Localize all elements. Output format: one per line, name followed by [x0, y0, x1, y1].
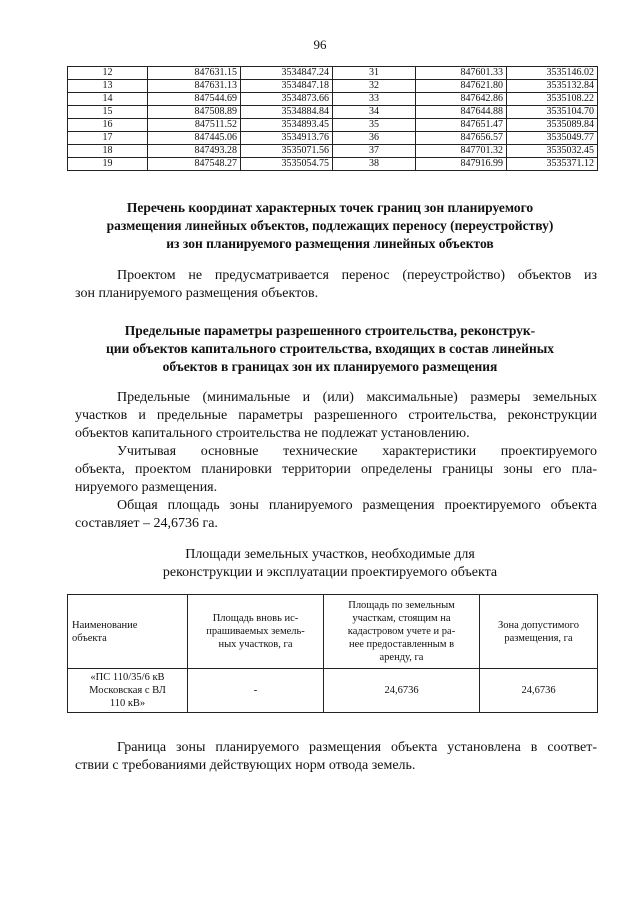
caption-line: реконструкции и эксплуатации проектируемого объекта	[162, 565, 498, 580]
paragraph-line: Граница зоны планируемого размещения объекта установлена в соответ-	[117, 740, 597, 755]
cell-y-coordinate: 3535104.70	[507, 106, 598, 119]
cell-point-number: 38	[333, 158, 416, 171]
cell-x-coordinate: 847493.28	[148, 145, 241, 158]
table-row	[68, 67, 598, 80]
cell-y-coordinate: 3534847.24	[241, 67, 333, 80]
heading-line: объектов в границах зон их планируемого размещения	[162, 359, 498, 374]
paragraph-line: Общая площадь зоны планируемого размещения проектируемого объекта	[117, 498, 597, 513]
cell-y-coordinate: 3535089.84	[507, 119, 598, 132]
cell-point-number: 18	[68, 145, 148, 158]
cell-y-coordinate: 3535054.75	[241, 158, 333, 171]
table-caption	[140, 546, 520, 582]
cell-x-coordinate: 847651.47	[416, 119, 507, 132]
header-zone-area	[480, 595, 598, 669]
header-text: кадастровом учете и ра-	[347, 626, 456, 637]
cell-y-coordinate: 3534847.18	[241, 80, 333, 93]
header-text: размещения, га	[504, 632, 573, 644]
cell-y-coordinate: 3535146.02	[507, 67, 598, 80]
cell-x-coordinate: 847601.33	[416, 67, 507, 80]
cell-point-number: 32	[333, 80, 416, 93]
cell-point-number: 13	[68, 80, 148, 93]
cell-point-number: 17	[68, 132, 148, 145]
paragraph-line: Учитывая основные технические характеристики проектируемого	[117, 444, 597, 459]
cell-text: Московская с ВЛ	[89, 685, 166, 696]
header-text: Площадь вновь ис-	[212, 613, 299, 624]
paragraph-no-relocation	[75, 267, 597, 303]
cell-x-coordinate: 847508.89	[148, 106, 241, 119]
cell-x-coordinate: 847644.88	[416, 106, 507, 119]
land-areas-table	[67, 594, 598, 713]
heading-coordinates-list	[60, 199, 600, 253]
paragraph-zone-boundary	[75, 739, 597, 775]
cell-point-number: 34	[333, 106, 416, 119]
coordinates-table-body	[68, 67, 598, 171]
table-header-row	[68, 595, 598, 669]
header-text: ных участков, га	[218, 639, 293, 650]
heading-line: Предельные параметры разрешенного строительства, реконструк-	[124, 323, 536, 338]
paragraph-line: нируемого размещения.	[75, 480, 218, 495]
header-text: Площадь по земельным	[348, 600, 455, 611]
cell-y-coordinate: 3535032.45	[507, 145, 598, 158]
cell-cadastral-area: 24,6736	[324, 669, 480, 713]
paragraph-line: Проектом не предусматривается перенос (переустройство) объектов из	[117, 268, 597, 283]
cell-point-number: 31	[333, 67, 416, 80]
caption-line: Площади земельных участков, необходимые для	[185, 547, 475, 562]
paragraph-line: участков и предельные параметры разрешенного строительства, реконструкции	[75, 408, 597, 423]
coordinates-table	[67, 66, 598, 171]
cell-y-coordinate: 3535132.84	[507, 80, 598, 93]
cell-zone-area: 24,6736	[480, 669, 598, 713]
cell-point-number: 14	[68, 93, 148, 106]
header-object-name	[68, 595, 188, 669]
table-row	[68, 669, 598, 713]
cell-point-number: 37	[333, 145, 416, 158]
paragraph-line: Предельные (минимальные и (или) максимальные) размеры земельных	[117, 390, 597, 405]
cell-x-coordinate: 847445.06	[148, 132, 241, 145]
cell-y-coordinate: 3534884.84	[241, 106, 333, 119]
cell-text: 110 кВ»	[109, 698, 146, 709]
cell-x-coordinate: 847511.52	[148, 119, 241, 132]
table-row	[68, 93, 598, 106]
cell-point-number: 19	[68, 158, 148, 171]
heading-limit-parameters	[60, 322, 600, 376]
cell-y-coordinate: 3534873.66	[241, 93, 333, 106]
paragraph-line: объектов капитального строительства не подлежат установлению.	[75, 426, 470, 441]
table-row	[68, 106, 598, 119]
cell-y-coordinate: 3535108.22	[507, 93, 598, 106]
header-text: участкам, стоящим на	[352, 613, 451, 624]
table-row	[68, 80, 598, 93]
cell-x-coordinate: 847631.13	[148, 80, 241, 93]
cell-y-coordinate: 3534893.45	[241, 119, 333, 132]
cell-x-coordinate: 847916.99	[416, 158, 507, 171]
cell-point-number: 36	[333, 132, 416, 145]
cell-y-coordinate: 3535071.56	[241, 145, 333, 158]
table-row	[68, 158, 598, 171]
header-new-area	[188, 595, 324, 669]
cell-new-area: -	[188, 669, 324, 713]
page-number: 96	[313, 37, 327, 52]
cell-x-coordinate: 847544.69	[148, 93, 241, 106]
cell-point-number: 35	[333, 119, 416, 132]
table-row	[68, 145, 598, 158]
header-cadastral-area	[324, 595, 480, 669]
cell-point-number: 16	[68, 119, 148, 132]
header-text: объекта	[72, 632, 107, 644]
table-row	[68, 132, 598, 145]
cell-x-coordinate: 847656.57	[416, 132, 507, 145]
header-text: прашиваемых земель-	[206, 626, 305, 637]
header-text: нее предоставленным в	[348, 639, 455, 650]
header-text: Зона допустимого	[498, 619, 579, 631]
paragraph-line: ствии с требованиями действующих норм отвода земель.	[75, 758, 416, 773]
table-row	[68, 119, 598, 132]
paragraph-limit-parameters	[75, 389, 597, 533]
cell-x-coordinate: 847621.80	[416, 80, 507, 93]
cell-x-coordinate: 847701.32	[416, 145, 507, 158]
cell-y-coordinate: 3534913.76	[241, 132, 333, 145]
paragraph-line: зон планируемого размещения объектов.	[75, 286, 319, 301]
header-text: Наименование	[72, 619, 138, 631]
cell-object-name	[68, 669, 188, 713]
cell-x-coordinate: 847642.86	[416, 93, 507, 106]
cell-y-coordinate: 3535371.12	[507, 158, 598, 171]
cell-x-coordinate: 847631.15	[148, 67, 241, 80]
heading-line: Перечень координат характерных точек границ зон планируемого	[126, 200, 534, 215]
cell-y-coordinate: 3535049.77	[507, 132, 598, 145]
cell-point-number: 12	[68, 67, 148, 80]
heading-line: размещения линейных объектов, подлежащих переносу (переустройству)	[106, 218, 554, 233]
heading-line: из зон планируемого размещения линейных объектов	[166, 236, 494, 251]
paragraph-line: составляет – 24,6736 га.	[75, 516, 218, 531]
header-text: аренду, га	[379, 652, 424, 663]
cell-text: «ПС 110/35/6 кВ	[90, 672, 165, 683]
heading-line: ции объектов капитального строительства, входящих в состав линейных	[105, 341, 555, 356]
cell-point-number: 33	[333, 93, 416, 106]
paragraph-line: объекта, проектом планировки территории определены границы зоны его пла-	[75, 462, 597, 477]
cell-point-number: 15	[68, 106, 148, 119]
cell-x-coordinate: 847548.27	[148, 158, 241, 171]
